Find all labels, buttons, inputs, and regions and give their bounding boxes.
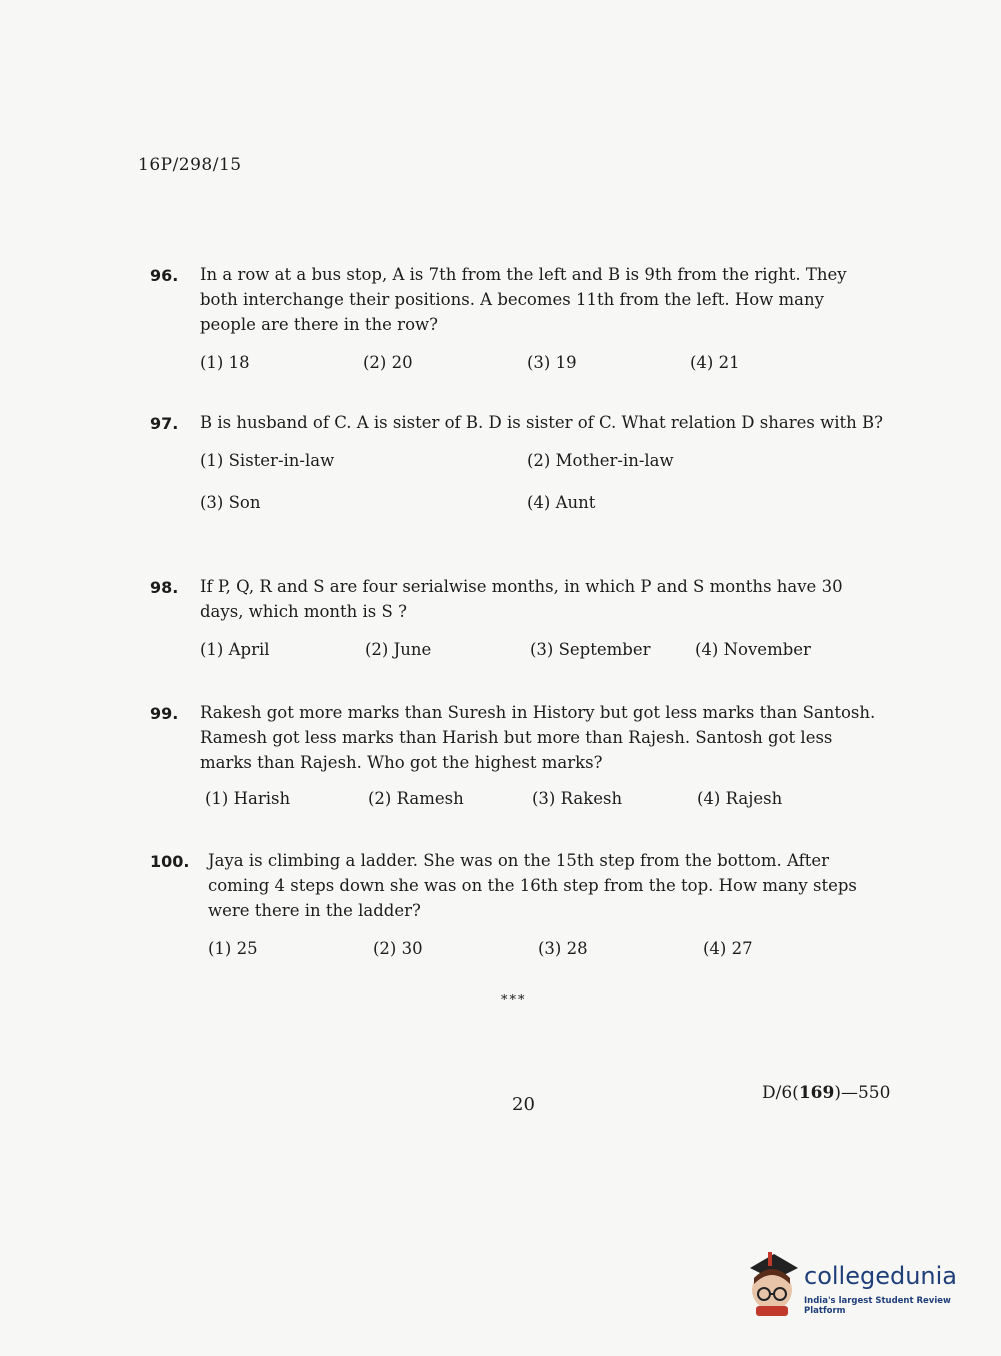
option-1: (1) Harish bbox=[205, 789, 291, 808]
question-number: 96. bbox=[150, 266, 179, 285]
print-code bbox=[762, 1083, 890, 1103]
logo-brand: collegedunia bbox=[804, 1262, 958, 1290]
option-1: (1) April bbox=[200, 640, 270, 659]
option-3: (3) 28 bbox=[538, 939, 588, 958]
question-number: 99. bbox=[150, 704, 179, 723]
question-96 bbox=[150, 262, 885, 372]
option-4: (4) November bbox=[695, 640, 811, 659]
question-number: 98. bbox=[150, 578, 179, 597]
print-code-prefix: D/6( bbox=[762, 1083, 799, 1103]
option-1: (1) Sister-in-law bbox=[200, 451, 335, 470]
option-2: (2) 20 bbox=[363, 353, 413, 372]
option-3: (3) Rakesh bbox=[532, 789, 623, 808]
question-text: Rakesh got more marks than Suresh in History but got less marks than Santosh. Ramesh got less marks than Harish but more than Rajesh. Santosh got less marks than Rajesh. Who got the highest marks? bbox=[200, 703, 876, 772]
print-code-bold: 169 bbox=[798, 1083, 835, 1103]
paper-code: 16P/298/15 bbox=[138, 155, 242, 175]
option-3: (3) September bbox=[530, 640, 651, 659]
question-97 bbox=[150, 410, 885, 512]
option-4: (4) Aunt bbox=[527, 493, 596, 512]
option-2: (2) Ramesh bbox=[368, 789, 464, 808]
page-number: 20 bbox=[512, 1094, 535, 1115]
option-2: (2) June bbox=[365, 640, 432, 659]
question-number: 97. bbox=[150, 414, 179, 433]
question-text: In a row at a bus stop, A is 7th from the left and B is 9th from the right. They both interchange their positions. A becomes 11th from the left. How many people are there in the row? bbox=[200, 265, 847, 334]
option-1: (1) 25 bbox=[208, 939, 258, 958]
question-99 bbox=[150, 700, 885, 808]
question-98 bbox=[150, 574, 885, 659]
question-text: If P, Q, R and S are four serialwise months, in which P and S months have 30 days, which month is S ? bbox=[200, 577, 843, 621]
option-3: (3) Son bbox=[200, 493, 261, 512]
mascot-icon bbox=[742, 1250, 802, 1320]
question-text: Jaya is climbing a ladder. She was on the 15th step from the bottom. After coming 4 steps down she was on the 16th step from the top. How many steps were there in the ladder? bbox=[208, 851, 857, 920]
option-2: (2) 30 bbox=[373, 939, 423, 958]
print-code-suffix: )—550 bbox=[834, 1083, 891, 1103]
collegedunia-logo bbox=[742, 1250, 972, 1320]
option-4: (4) Rajesh bbox=[697, 789, 783, 808]
option-4: (4) 27 bbox=[703, 939, 753, 958]
option-2: (2) Mother-in-law bbox=[527, 451, 674, 470]
question-number: 100. bbox=[150, 852, 190, 871]
question-text: B is husband of C. A is sister of B. D is sister of C. What relation D shares with B? bbox=[200, 413, 883, 432]
option-4: (4) 21 bbox=[690, 353, 740, 372]
end-marker: *** bbox=[501, 993, 527, 1008]
option-3: (3) 19 bbox=[527, 353, 577, 372]
option-1: (1) 18 bbox=[200, 353, 250, 372]
question-100 bbox=[150, 848, 885, 958]
logo-tagline: India's largest Student Review Platform bbox=[804, 1296, 951, 1316]
